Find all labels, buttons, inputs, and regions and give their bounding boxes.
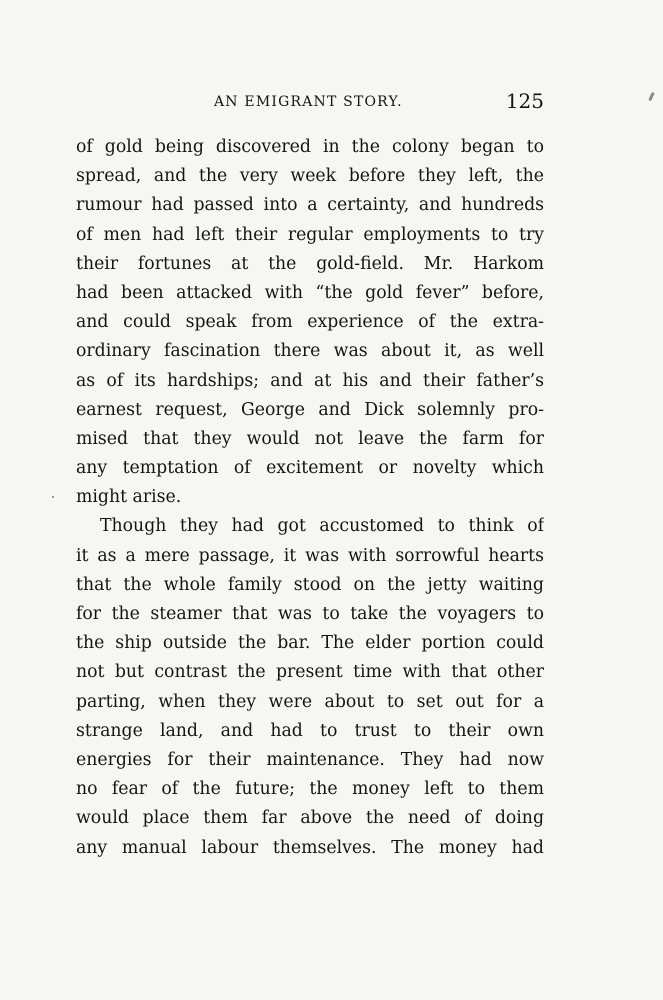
margin-dot (52, 496, 54, 498)
text-line: it as a mere passage, it was with sorrowful hearts (76, 545, 544, 566)
running-title: AN EMIGRANT STORY. (214, 94, 403, 110)
text-line: mised that they would not leave the farm for (76, 428, 544, 449)
text-line: not but contrast the present time with that other (76, 662, 544, 683)
text-line: their fortunes at the gold-field. Mr. Harkom (76, 253, 544, 274)
text-line: parting, when they were about to set out for a (76, 691, 544, 712)
text-line: any temptation of excitement or novelty which (76, 458, 544, 479)
text-line: for the steamer that was to take the voyagers to (76, 604, 544, 624)
text-line: and could speak from experience of the extra- (76, 312, 544, 333)
text-line: spread, and the very week before they left, the (76, 166, 544, 187)
text-line: no fear of the future; the money left to them (76, 779, 544, 800)
text-line: the ship outside the bar. The elder portion could (76, 633, 544, 654)
text-line: ordinary fascination there was about it, as well (76, 341, 544, 362)
text-line: any manual labour themselves. The money had (76, 837, 544, 858)
text-line: that the whole family stood on the jetty waiting (76, 574, 544, 595)
paragraph-start-line: Though they had got accustomed to think of (100, 516, 544, 537)
paragraph-end-line: might arise. (76, 487, 182, 508)
running-header (76, 90, 544, 116)
text-line: strange land, and had to trust to their own (76, 720, 544, 741)
text-line: energies for their maintenance. They had now (76, 749, 544, 770)
text-line: of gold being discovered in the colony began to (76, 137, 544, 157)
text-line: had been attacked with “the gold fever” before, (76, 282, 544, 303)
text-line: as of its hardships; and at his and their father’s (76, 370, 544, 391)
body-text (76, 133, 544, 863)
margin-pencil-mark (648, 92, 655, 101)
text-line: of men had left their regular employments to try (76, 224, 544, 245)
text-line: earnest request, George and Dick solemnly pro- (76, 399, 544, 420)
page-number: 125 (505, 89, 544, 113)
text-line: would place them far above the need of doing (76, 808, 544, 829)
text-line: rumour had passed into a certainty, and hundreds (76, 195, 544, 216)
